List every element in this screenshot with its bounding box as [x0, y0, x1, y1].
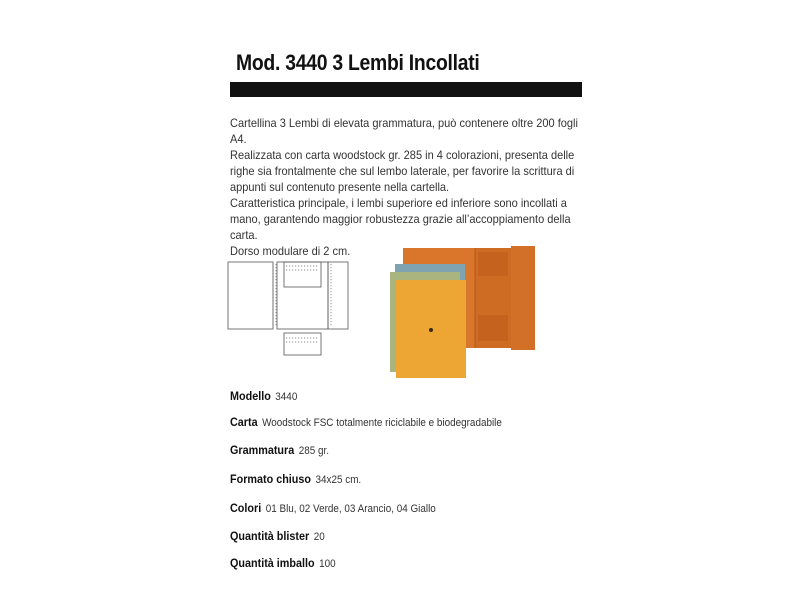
- diagram-bottom-flap: [284, 333, 321, 355]
- product-title: Mod. 3440 3 Lembi Incollati: [236, 50, 480, 75]
- spec-value: 01 Blu, 02 Verde, 03 Arancio, 04 Giallo: [265, 503, 436, 515]
- description-line: Caratteristica principale, i lembi superiore ed inferiore sono incollati a: [230, 196, 567, 210]
- spec-label: Colori: [230, 501, 262, 515]
- spec-modello: [230, 387, 297, 405]
- diagram-front-panel: [277, 262, 328, 329]
- diagram-back-panel: [228, 262, 273, 329]
- description-line: Cartellina 3 Lembi di elevata grammatura, può contenere oltre 200 fogli A4.: [230, 116, 578, 146]
- spec-value: 285 gr.: [298, 445, 330, 457]
- spec-label: Modello: [230, 389, 271, 403]
- spec-carta: [230, 413, 502, 431]
- spec-quantita-blister: [230, 527, 325, 545]
- folders-photo: [383, 238, 553, 383]
- spec-grammatura: [230, 441, 329, 459]
- spec-quantita-imballo: [230, 554, 336, 572]
- spec-formato-chiuso: [230, 470, 361, 488]
- spec-label: Quantità blister: [230, 529, 310, 543]
- spec-value: 3440: [275, 391, 298, 403]
- folder-unfolded-diagram: [227, 258, 352, 358]
- spec-value: 34x25 cm.: [315, 474, 362, 486]
- description-line: mano, garantendo maggior robustezza grazie all’accoppiamento della carta.: [230, 212, 571, 242]
- description-line: righe sia frontalmente che sul lembo laterale, per favorire la scrittura di: [230, 164, 575, 178]
- spec-label: Carta: [230, 415, 258, 429]
- spec-value: 100: [319, 558, 336, 570]
- spec-label: Quantità imballo: [230, 556, 315, 570]
- description-line: Realizzata con carta woodstock gr. 285 in 4 colorazioni, presenta delle: [230, 148, 575, 162]
- spec-value: 20: [313, 531, 325, 543]
- spec-value: Woodstock FSC totalmente riciclabile e biodegradabile: [262, 417, 502, 429]
- title-bar: [230, 82, 582, 97]
- spec-label: Formato chiuso: [230, 472, 312, 486]
- description-line: Dorso modulare di 2 cm.: [230, 244, 351, 258]
- spec-label: Grammatura: [230, 443, 295, 457]
- spec-colori: [230, 499, 436, 517]
- description-line: appunti sul contenuto presente nella cartella.: [230, 180, 450, 194]
